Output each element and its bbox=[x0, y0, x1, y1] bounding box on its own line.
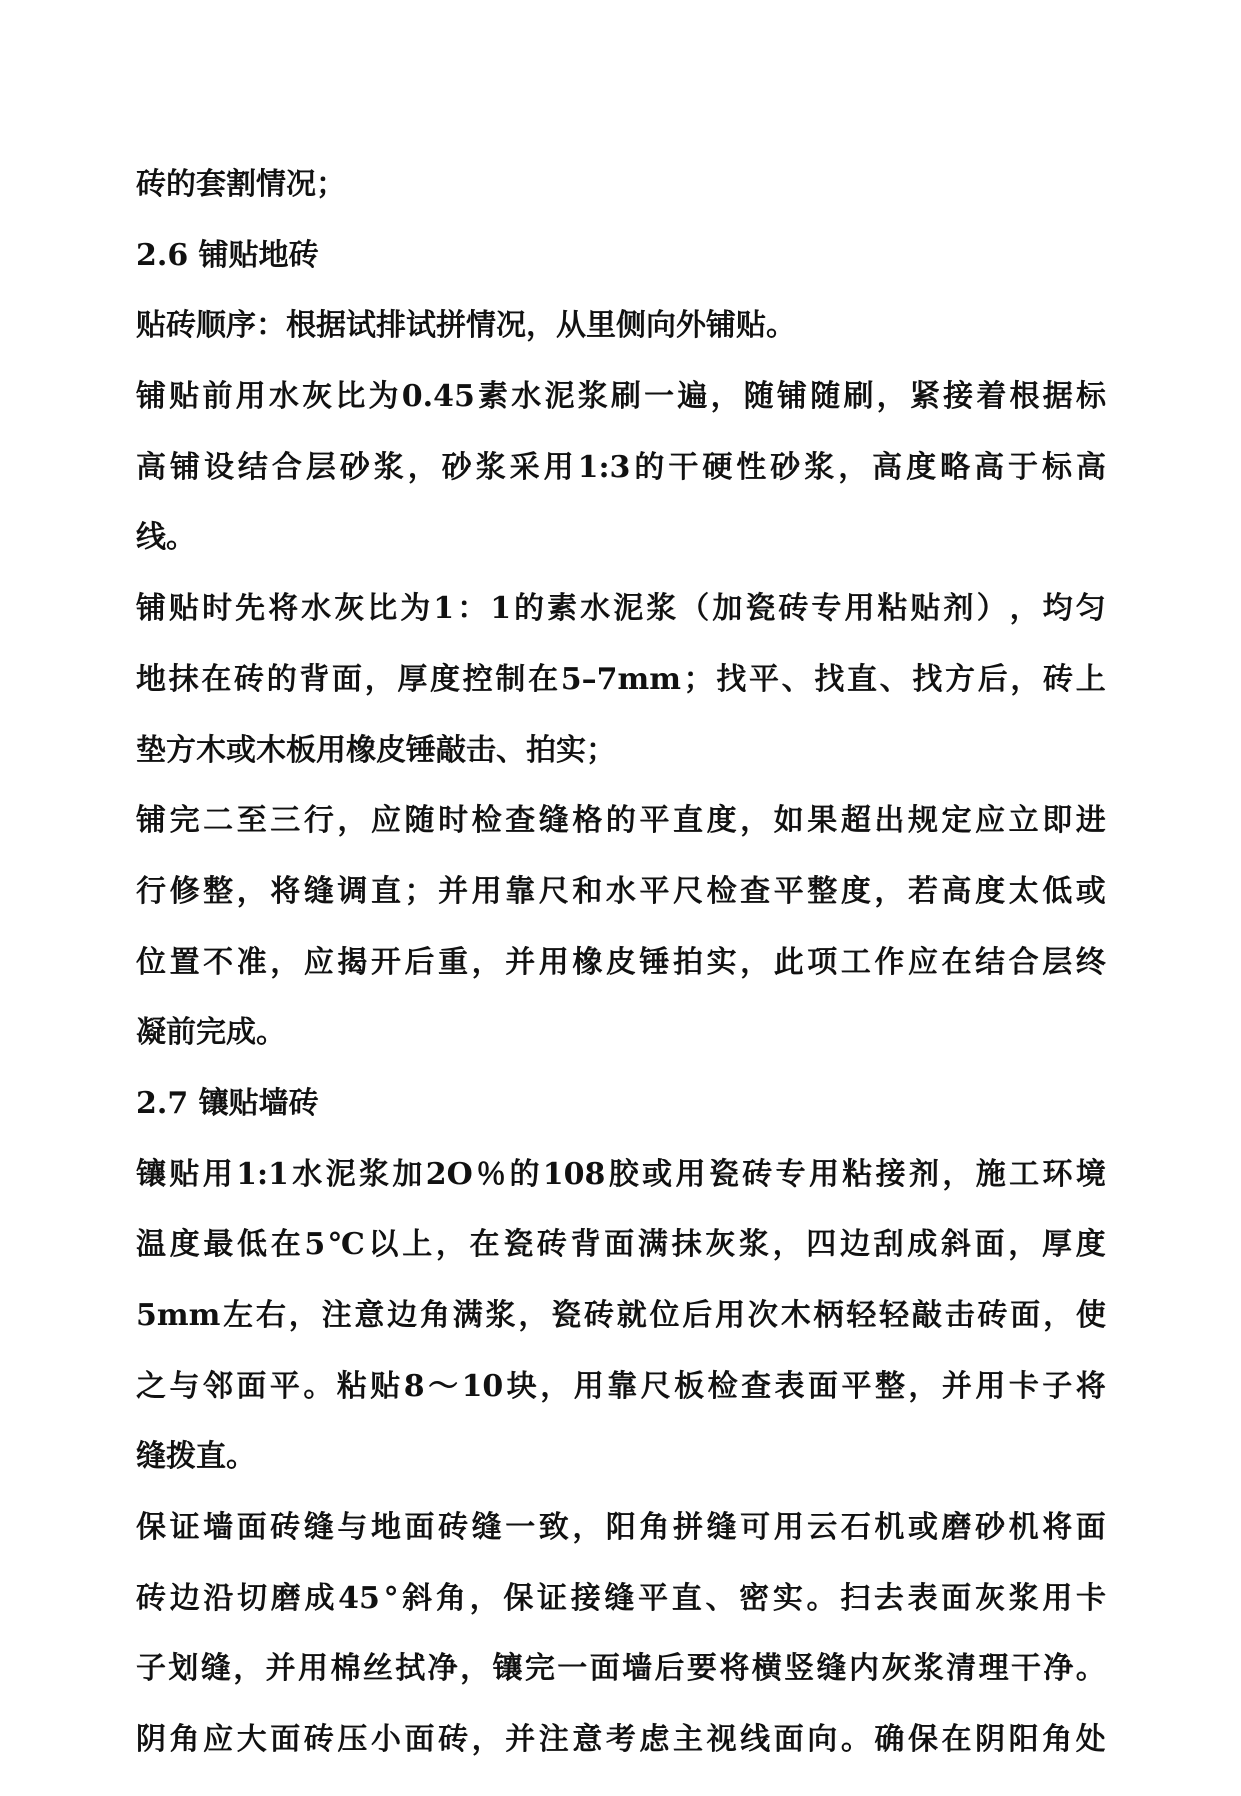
text-line: 镶 贴 用 1:1 水 泥 浆 加 2O ％ 的 108 胶 或 用 瓷 砖 专 用 粘 接 剂 ， 施 工 环 境 bbox=[136, 1156, 1106, 1192]
text-line: 位 置 不 准 ， 应 揭 开 后 重 ， 并 用 橡 皮 锤 拍 实 ， 此 项 工 作 应 在 结 合 层 终 bbox=[136, 944, 1106, 980]
document-body bbox=[136, 167, 1106, 1796]
text-line: 铺 贴 时 先 将 水 灰 比 为 1 ： 1 的 素 水 泥 浆 （ 加 瓷 砖 专 用 粘 贴 剂 ） ， 均 匀 bbox=[136, 591, 1106, 627]
text-line: 缝拨直。 bbox=[136, 1439, 256, 1475]
text-line: 砖 边 沿 切 磨 成 45 ° 斜 角 ， 保 证 接 缝 平 直 、 密 实 。 扫 去 表 面 灰 浆 用 卡 bbox=[136, 1580, 1106, 1616]
text-line: 铺 完 二 至 三 行 ， 应 随 时 检 查 缝 格 的 平 直 度 ， 如 果 超 出 规 定 应 立 即 进 bbox=[136, 803, 1106, 839]
text-line: 砖的套割情况； bbox=[136, 167, 346, 202]
text-line: 垫方木或木板用橡皮锤敲击、拍实； bbox=[136, 732, 616, 768]
text-line: 凝前完成。 bbox=[136, 1015, 286, 1051]
text-line: 地 抹 在 砖 的 背 面 ， 厚 度 控 制 在 5–7mm ； 找 平 、 找 直 、 找 方 后 ， 砖 上 bbox=[136, 661, 1106, 697]
text-line: 2.7 镶贴墙砖 bbox=[136, 1085, 319, 1121]
text-line: 之 与 邻 面 平 。 粘 贴 8 ～ 10 块 ， 用 靠 尺 板 检 查 表 面 平 整 ， 并 用 卡 子 将 bbox=[136, 1368, 1106, 1404]
text-line: 高 铺 设 结 合 层 砂 浆 ， 砂 浆 采 用 1:3 的 干 硬 性 砂 浆 ， 高 度 略 高 于 标 高 bbox=[136, 449, 1106, 485]
text-line: 阴 角 应 大 面 砖 压 小 面 砖 ， 并 注 意 考 虑 主 视 线 面 向 。 确 保 在 阴 阳 角 处 bbox=[136, 1722, 1106, 1758]
text-line: 保 证 墙 面 砖 缝 与 地 面 砖 缝 一 致 ， 阳 角 拼 缝 可 用 云 石 机 或 磨 砂 机 将 面 bbox=[136, 1510, 1106, 1546]
text-line: 2.6 铺贴地砖 bbox=[136, 237, 319, 273]
text-line: 子 划 缝 ， 并 用 棉 丝 拭 净 ， 镶 完 一 面 墙 后 要 将 横 竖 缝 内 灰 浆 清 理 干 净 。 bbox=[136, 1651, 1106, 1687]
text-line: 5mm 左 右 ， 注 意 边 角 满 浆 ， 瓷 砖 就 位 后 用 次 木 柄 轻 轻 敲 击 砖 面 ， 使 bbox=[136, 1298, 1106, 1333]
text-line: 行 修 整 ， 将 缝 调 直 ； 并 用 靠 尺 和 水 平 尺 检 查 平 整 度 ， 若 高 度 太 低 或 bbox=[136, 873, 1106, 909]
text-line: 线。 bbox=[136, 520, 196, 556]
text-line: 铺 贴 前 用 水 灰 比 为 0.45 素 水 泥 浆 刷 一 遍 ， 随 铺 随 刷 ， 紧 接 着 根 据 标 bbox=[136, 379, 1106, 415]
text-line: 温 度 最 低 在 5 ℃ 以 上 ， 在 瓷 砖 背 面 满 抹 灰 浆 ， 四 边 刮 成 斜 面 ， 厚 度 bbox=[136, 1227, 1106, 1263]
text-line: 贴砖顺序：根据试排试拼情况，从里侧向外铺贴。 bbox=[136, 308, 796, 344]
